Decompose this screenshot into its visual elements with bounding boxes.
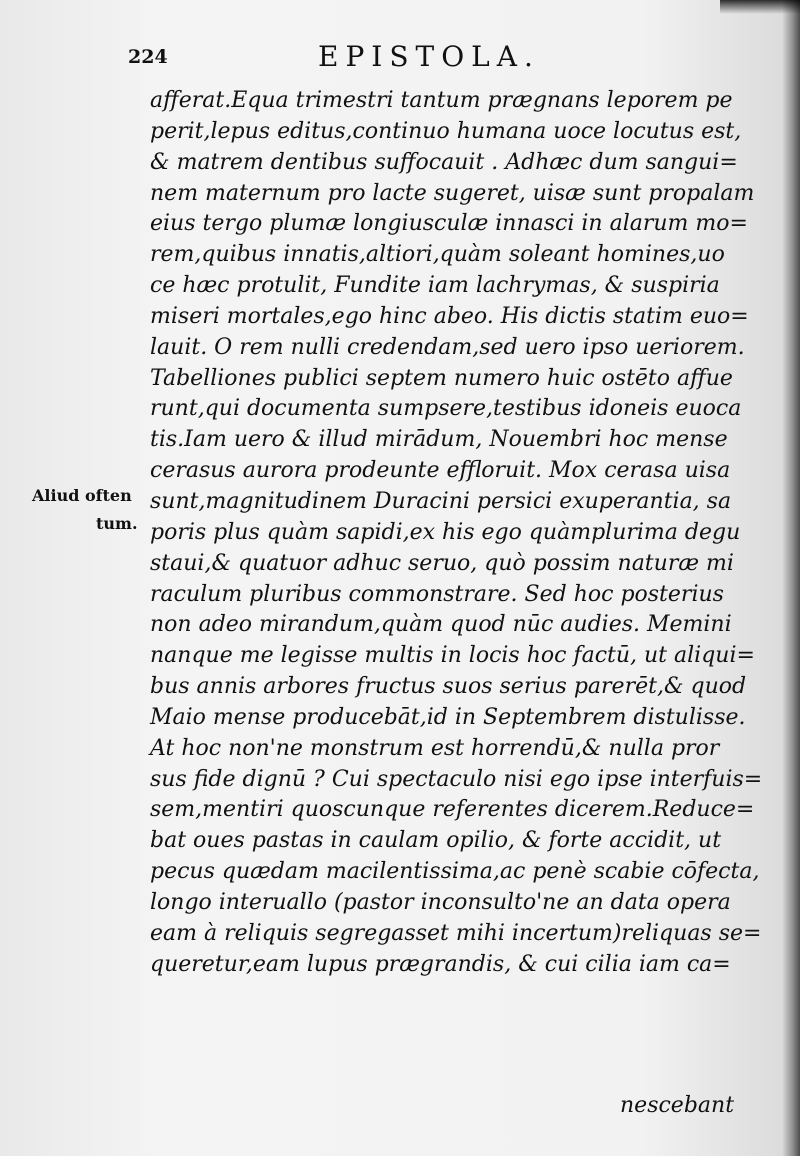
text-line: ce hæc protulit, Fundite iam lachrymas, & suspiria <box>150 273 720 299</box>
running-head: EPISTOLA. <box>318 40 540 73</box>
text-line: tis.Iam uero & illud mirādum, Nouembri hoc mense <box>150 427 728 453</box>
text-line: perit,lepus editus,continuo humana uoce locutus est, <box>150 118 742 144</box>
text-line: raculum pluribus commonstrare. Sed hoc posterius <box>150 581 724 607</box>
page-corner-shadow <box>720 0 800 14</box>
text-line: queretur,eam lupus prægrandis, & cui cilia iam ca= <box>150 951 731 977</box>
text-line: Tabelliones publici septem numero huic ostēto affue <box>150 365 733 391</box>
text-line: poris plus quàm sapidi,ex his ego quàmplurima degu <box>150 519 741 545</box>
text-line: sus fide dignū ? Cui spectaculo nisi ego ipse interfuis= <box>150 766 763 792</box>
margin-note-line: tum. <box>96 514 138 533</box>
text-line: runt,qui documenta sumpsere,testibus idoneis euoca <box>150 396 742 422</box>
text-line: eam à reliquis segregasset mihi incertum)reliquas se= <box>150 920 762 946</box>
body-text <box>150 86 763 980</box>
page-number: 224 <box>128 46 168 68</box>
text-line: staui,& quatuor adhuc seruo, quò possim naturæ mi <box>150 550 734 576</box>
text-line: & matrem dentibus suffocauit . Adhæc dum sangui= <box>150 149 738 175</box>
text-line: sem,mentiri quoscunque referentes dicerem.Reduce= <box>150 797 755 823</box>
text-line: miseri mortales,ego hinc abeo. His dictis statim euo= <box>150 303 749 329</box>
text-line: pecus quædam macilentissima,ac penè scabie cōfecta, <box>150 859 760 885</box>
text-line: sunt,magnitudinem Duracini persici exuperantia, sa <box>150 488 732 514</box>
margin-note <box>32 482 152 538</box>
text-line: lauit. O rem nulli credendam,sed uero ipso ueriorem. <box>150 334 745 360</box>
margin-note-line: Aliud often <box>32 486 132 505</box>
text-line: bat oues pastas in caulam opilio, & forte accidit, ut <box>150 828 722 854</box>
text-line: longo interuallo (pastor inconsulto'ne an data opera <box>150 889 731 915</box>
text-line: bus annis arbores fructus suos serius parerēt,& quod <box>150 674 747 700</box>
text-line: cerasus aurora prodeunte effloruit. Mox cerasa uisa <box>150 458 731 484</box>
text-line: eius tergo plumæ longiusculæ innasci in alarum mo= <box>150 211 748 237</box>
text-line: non adeo mirandum,quàm quod nūc audies. Memini <box>150 612 732 638</box>
text-line: nanque me legisse multis in locis hoc factū, ut aliqui= <box>150 643 755 669</box>
text-line: Maio mense producebāt,id in Septembrem distulisse. <box>150 704 746 730</box>
page-edge-shadow <box>782 0 800 1156</box>
text-line: afferat.Equa trimestri tantum prægnans leporem pe <box>150 88 733 113</box>
text-line: At hoc non'ne monstrum est horrendū,& nulla pror <box>150 735 720 761</box>
text-line: nem maternum pro lacte sugeret, uisæ sunt propalam <box>150 180 755 206</box>
text-line: rem,quibus innatis,altiori,quàm soleant homines,uo <box>150 242 725 268</box>
catchword: nescebant <box>620 1093 735 1118</box>
